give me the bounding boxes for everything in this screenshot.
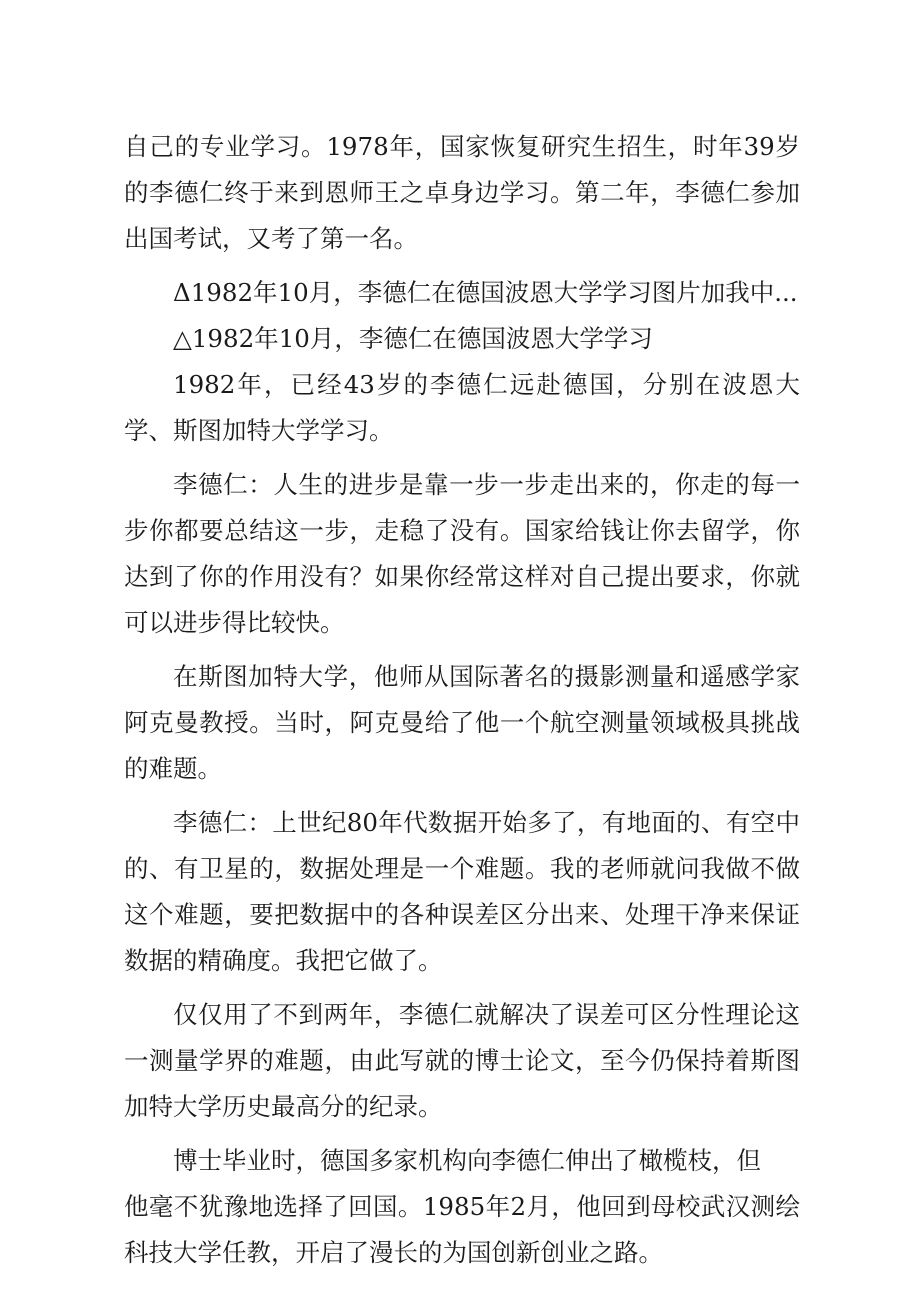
paragraph-4: 在斯图加特大学，他师从国际著名的摄影测量和遥感学家阿克曼教授。当时，阿克曼给了他一个航空测量领域极具挑战的难题。: [124, 662, 800, 783]
paragraph-2: 1982年，已经43岁的李德仁远赴德国，分别在波恩大学、斯图加特大学学习。: [124, 370, 800, 445]
paragraph-1: 自己的专业学习。1978年，国家恢复研究生招生，时年39岁的李德仁终于来到恩师王之卓身边学习。第二年，李德仁参加出国考试，又考了第一名。: [124, 132, 800, 253]
caption-paragraph-2: △1982年10月，李德仁在德国波恩大学学习: [173, 324, 653, 353]
paragraph-7-line-2: 他毫不犹豫地选择了回国。1985年2月，他回到母校武汉测绘科技大学任教，开启了漫长的为国创新创业之路。: [124, 1192, 800, 1267]
article-body: [124, 124, 800, 1284]
caption-paragraph-1: Δ1982年10月，李德仁在德国波恩大学学习图片加我中...: [173, 278, 798, 307]
paragraph-3: 李德仁：人生的进步是靠一步一步走出来的，你走的每一步你都要总结这一步，走稳了没有。国家给钱让你去留学，你达到了你的作用没有？如果你经常这样对自己提出要求，你就可以进步得比较快。: [124, 470, 800, 637]
paragraph-6: 仅仅用了不到两年，李德仁就解决了误差可区分性理论这一测量学界的难题，由此写就的博士论文，至今仍保持着斯图加特大学历史最高分的纪录。: [124, 1000, 800, 1121]
paragraph-7: [124, 1138, 800, 1276]
paragraph-5: 李德仁：上世纪80年代数据开始多了，有地面的、有空中的、有卫星的，数据处理是一个难题。我的老师就问我做不做这个难题，要把数据中的各种误差区分出来、处理干净来保证数据的精确度。我把它做了。: [124, 808, 800, 975]
paragraph-7-line-1: 博士毕业时，德国多家机构向李德仁伸出了橄榄枝，但: [173, 1146, 761, 1175]
